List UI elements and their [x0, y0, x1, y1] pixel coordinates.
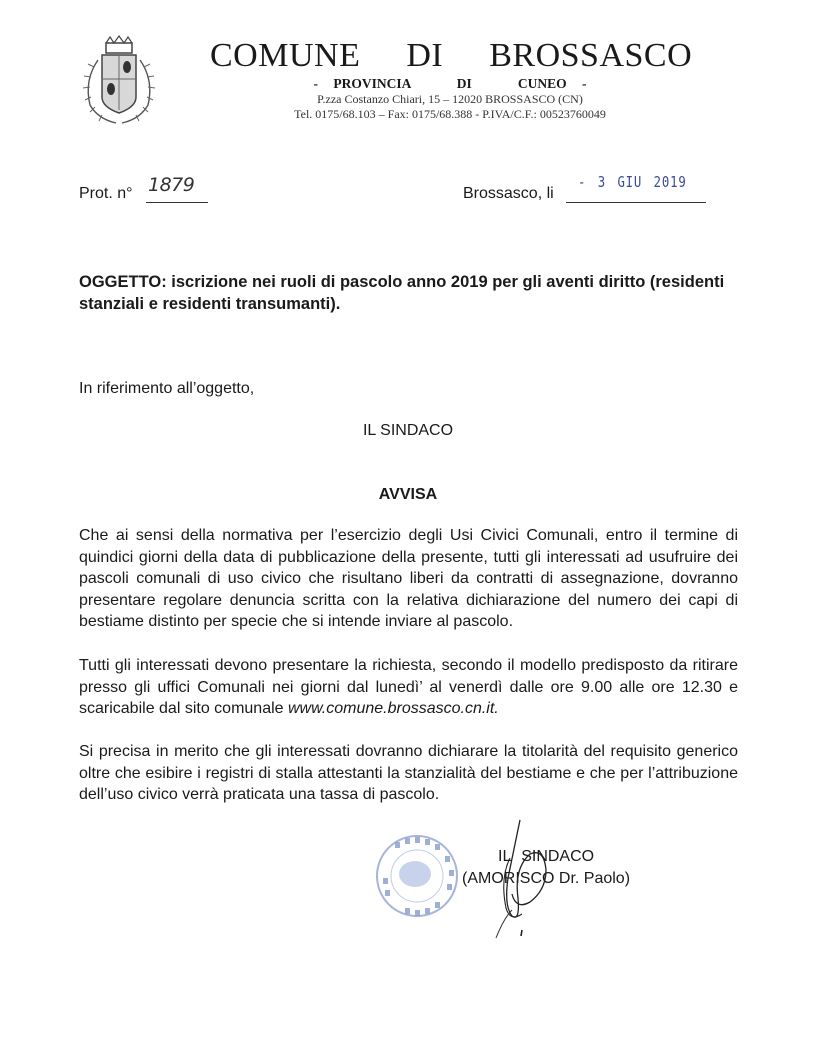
province-subtitle: - PROVINCIA DI CUNEO - [313, 76, 587, 91]
protocol-label: Prot. n° [79, 185, 133, 202]
body-paragraph-2 [79, 655, 738, 720]
municipality-contacts: Tel. 0175/68.103 – Fax: 0175/68.388 - P.IVA/C.F.: 00523760049 [294, 107, 606, 121]
body-paragraph-2-text: Tutti gli interessati devono presentare la richiesta, secondo il modello predisposto da ritirare presso gli uffici Comunali nei giorni dal lunedì’ al venerdì dalle ore 9.00 alle ore 12.30 e scaricabile dal sito comunale [79, 657, 738, 718]
protocol-underline [146, 202, 208, 203]
date-underline [566, 202, 706, 203]
municipality-title: COMUNE DI BROSSASCO [210, 37, 693, 74]
website-link[interactable]: www.comune.brossasco.cn.it. [288, 700, 499, 718]
municipal-coat-of-arms-icon [78, 35, 160, 130]
protocol-number: 1879 [148, 174, 195, 196]
dateline-label: Brossasco, li [463, 185, 554, 202]
action-heading: AVVISA [378, 486, 438, 503]
issuer-heading: IL SINDACO [362, 422, 454, 439]
signatory-title: IL SINDACO [498, 848, 595, 865]
official-stamp-icon [375, 834, 460, 919]
municipality-address: P.zza Costanzo Chiari, 15 – 12020 BROSSASCO (CN) [317, 92, 583, 106]
handwritten-signature-icon [460, 818, 580, 948]
intro-text: In riferimento all’oggetto, [79, 380, 255, 397]
body-paragraph-1: Che ai sensi della normativa per l’esercizio degli Usi Civici Comunali, entro il termine di quindici giorni della data di pubblicazione della presente, tutti gli interessati ad usufruire dei pascoli comunali di uso civico che risultano liberi da contratti di assegnazione, dovranno presentare regolare denuncia scritta con la relativa dichiarazione del numero dei capi di bestiame distinto per specie che si intende inviare al pascolo. [79, 527, 738, 631]
signatory-name: (AMORISCO Dr. Paolo) [462, 870, 631, 887]
date-stamp: - 3 GIU 2019 [578, 173, 687, 191]
body-paragraph-3: Si precisa in merito che gli interessati dovranno dichiarare la titolarità del requisito generico oltre che esibire i registri di stalla attestanti la stanzialità del bestiame e che per l’attribuzione dell’uso civico verrà praticata una tassa di pascolo. [79, 743, 738, 804]
subject-line: OGGETTO: iscrizione nei ruoli di pascolo anno 2019 per gli aventi diritto (residenti stanziali e residenti transumanti). [79, 273, 725, 313]
